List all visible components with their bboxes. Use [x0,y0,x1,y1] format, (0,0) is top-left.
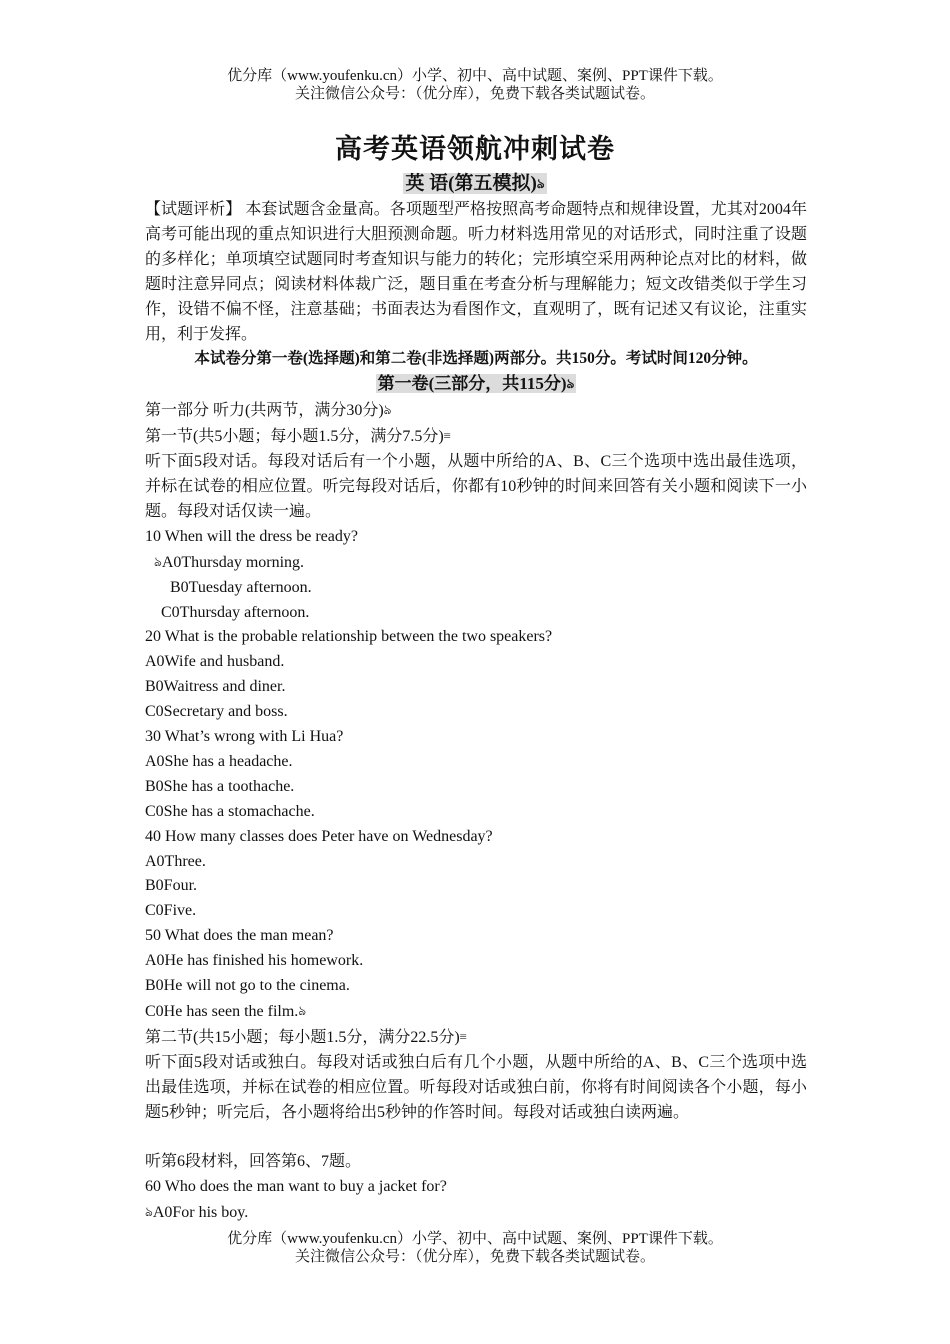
question-3-option-c: C0She has a stomachache. [145,802,315,820]
header-line-1: 优分库（www.youfenku.cn）小学、初中、高中试题、案例、PPT课件下载。 [227,68,723,84]
subtitle-text: 英 语(第五模拟) [405,173,537,194]
footer-line-1: 优分库（www.youfenku.cn）小学、初中、高中试题、案例、PPT课件下载。 [227,1231,723,1247]
scroll-mark-icon: ঌ [536,176,545,191]
question-2-option-c: C0Secretary and boss. [145,703,288,721]
exam-subtitle [0,171,950,197]
header-line-2: 关注微信公众号：（优分库），免费下载各类试题试卷。 [294,86,655,102]
section-two-instructions: 听下面5段对话或独白。每段对话或独白后有几个小题，从题中所给的A、B、C三个选项中选出最佳选项，并标在试卷的相应位置。听每段对话或独白前，你将有时间阅读各个小题，每小题5秒钟；听完后，各小题将给出5秒钟的作答时间。每段对话或独白读两遍。 [145,1053,807,1121]
part-one-text: 第一部分 听力(共两节，满分30分) [145,402,384,420]
question-3-option-b: B0She has a toothache. [145,777,295,795]
question-5-option-a: A0He has finished his homework. [145,952,364,970]
question-4-option-b: B0Four. [145,877,198,895]
question-2-option-b: B0Waitress and diner. [145,678,286,696]
question-4-option-c: C0Five. [145,902,197,920]
question-5-option-b: B0He will not go to the cinema. [145,977,350,995]
question-4: 40 How many classes does Peter have on Wednesday? [145,827,493,845]
volume-one-heading [145,372,807,398]
question-1: 10 When will the dress be ready? [145,527,358,545]
question-3: 30 What’s wrong with Li Hua? [145,728,344,746]
equiv-mark-icon: ≡ [443,428,452,444]
section-one-heading [145,424,807,450]
page-header [0,67,950,103]
spacer [145,1126,807,1151]
equiv-mark-icon: ≡ [459,1028,468,1044]
question-2: 20 What is the probable relationship between the two speakers? [145,628,553,646]
volume-one-text: 第一卷(三部分，共115分) [377,374,567,394]
section-one-instructions: 听下面5段对话。每段对话后有一个小题，从题中所给的A、B、C三个选项中选出最佳选项，并标在试卷的相应位置。听完每段对话后，你都有10秒钟的时间来回答有关小题和阅读下一小题。每段对话仅读一遍。 [145,453,807,520]
exam-note: 本试卷分第一卷(选择题)和第二卷(非选择题)两部分。共150分。考试时间120分钟。 [194,350,758,368]
question-6-option-a [145,1200,807,1226]
question-5: 50 What does the man mean? [145,927,334,945]
question-4-option-a: A0Three. [145,852,206,870]
option-text: A0For his boy. [152,1204,249,1222]
scroll-mark-icon: ঌ [145,1204,153,1220]
page-footer [0,1230,950,1266]
section-one-text: 第一节(共5小题；每小题1.5分，满分7.5分) [145,428,444,446]
scroll-mark-icon: ঌ [383,402,392,418]
question-2-option-a: A0Wife and husband. [145,653,285,671]
question-1-option-c: C0Thursday afternoon. [161,603,310,621]
question-1-option-a [145,550,807,576]
review-paragraph: 【试题评析】 本套试题含金量高。各项题型严格按照高考命题特点和规律设置，尤其对2004年高考可能出现的重点知识进行大胆预测命题。听力材料选用常见的对话形式，同时注重了设题的多样化；单项填空试题同时考查知识与能力的转化；完形填空采用两种论点对比的材料，做题时注意异同点；阅读材料体裁广泛，题目重在考查分析与理解能力；短文改错类似于学生习作，设错不偏不怪，注意基础；书面表达为看图作文，直观明了，既有记述又有议论，注重实用，利于发挥。 [145,201,807,343]
option-text: A0Thursday morning. [161,553,305,571]
footer-line-2: 关注微信公众号：（优分库），免费下载各类试题试卷。 [294,1249,655,1265]
section-two-text: 第二节(共15小题；每小题1.5分，满分22.5分) [145,1028,460,1046]
part-one-heading [145,398,807,424]
option-text: C0He has seen the film. [145,1003,299,1020]
material-6-heading: 听第6段材料，回答第6、7题。 [145,1153,362,1171]
document-body [145,198,807,1226]
scroll-mark-icon: ঌ [298,1003,307,1018]
scroll-mark-icon: ঌ [566,376,575,392]
question-1-option-b: B0Tuesday afternoon. [170,578,312,596]
question-5-option-c [145,999,807,1025]
section-two-heading [145,1025,807,1051]
scroll-mark-icon: ঌ [154,553,162,569]
question-3-option-a: A0She has a headache. [145,752,293,770]
question-6: 60 Who does the man want to buy a jacket for? [145,1178,447,1196]
exam-title: 高考英语领航冲刺试卷 [335,134,615,164]
